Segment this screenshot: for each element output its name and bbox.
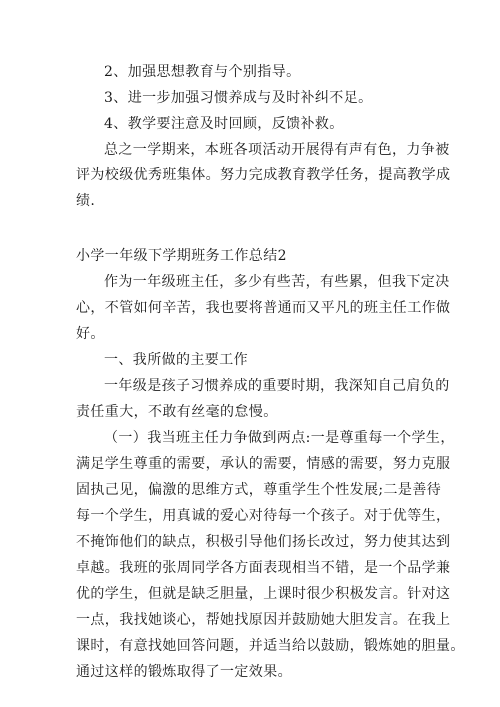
paragraph-method-line: 通过这样的锻炼取得了一定效果。: [76, 664, 292, 680]
paragraph-intro-line: 好。: [76, 326, 105, 342]
paragraph-method-line: 课时，有意找她回答问题，并适当给以鼓励，锻炼她的胆量。: [76, 638, 465, 654]
paragraph-method-line: （一）我当班主任力争做到两点:一是尊重每一个学生，: [104, 430, 455, 446]
paragraph-method-line: 优的学生，但就是缺乏胆量，上课时很少积极发言。针对这: [76, 586, 451, 602]
paragraph-method-line: 满足学生尊重的需要，承认的需要，情感的需要，努力克服: [76, 456, 451, 472]
paragraph-intro-line: 心，不管如何辛苦，我也要将普通而又平凡的班主任工作做: [76, 300, 451, 316]
paragraph-summary-line: 评为校级优秀班集体。努力完成教育教学任务，提高教学成: [76, 167, 451, 183]
subheading: 一、我所做的主要工作: [104, 352, 248, 368]
paragraph-habit-line: 一年级是孩子习惯养成的重要时期，我深知自己肩负的: [104, 378, 450, 394]
paragraph-method-line: 一点，我找她谈心，帮她找原因并鼓励她大胆发言。在我上: [76, 612, 451, 628]
list-item-2: 2、加强思想教育与个别指导。: [104, 64, 301, 80]
list-item-3: 3、进一步加强习惯养成与及时补纠不足。: [104, 90, 373, 106]
paragraph-method-line: 每一个学生，用真诚的爱心对待每一个孩子。对于优等生，: [76, 508, 451, 524]
section-title: 小学一年级下学期班务工作总结2: [76, 248, 287, 264]
paragraph-method-line: 卓越。我班的张周同学各方面表现相当不错，是一个品学兼: [76, 560, 451, 576]
paragraph-habit-line: 责任重大，不敢有丝毫的怠慢。: [76, 404, 278, 420]
list-item-4: 4、教学要注意及时回顾，反馈补救。: [104, 116, 344, 132]
paragraph-summary-line: 总之一学期来，本班各项活动开展得有声有色，力争被: [104, 142, 450, 158]
paragraph-intro-line: 作为一年级班主任，多少有些苦，有些累，但我下定决: [104, 274, 450, 290]
paragraph-summary-line: 绩.: [76, 193, 96, 209]
paragraph-method-line: 不掩饰他们的缺点，积极引导他们扬长改过，努力使其达到: [76, 534, 451, 550]
paragraph-method-line: 固执己见，偏激的思维方式，尊重学生个性发展;二是善待: [76, 482, 442, 498]
